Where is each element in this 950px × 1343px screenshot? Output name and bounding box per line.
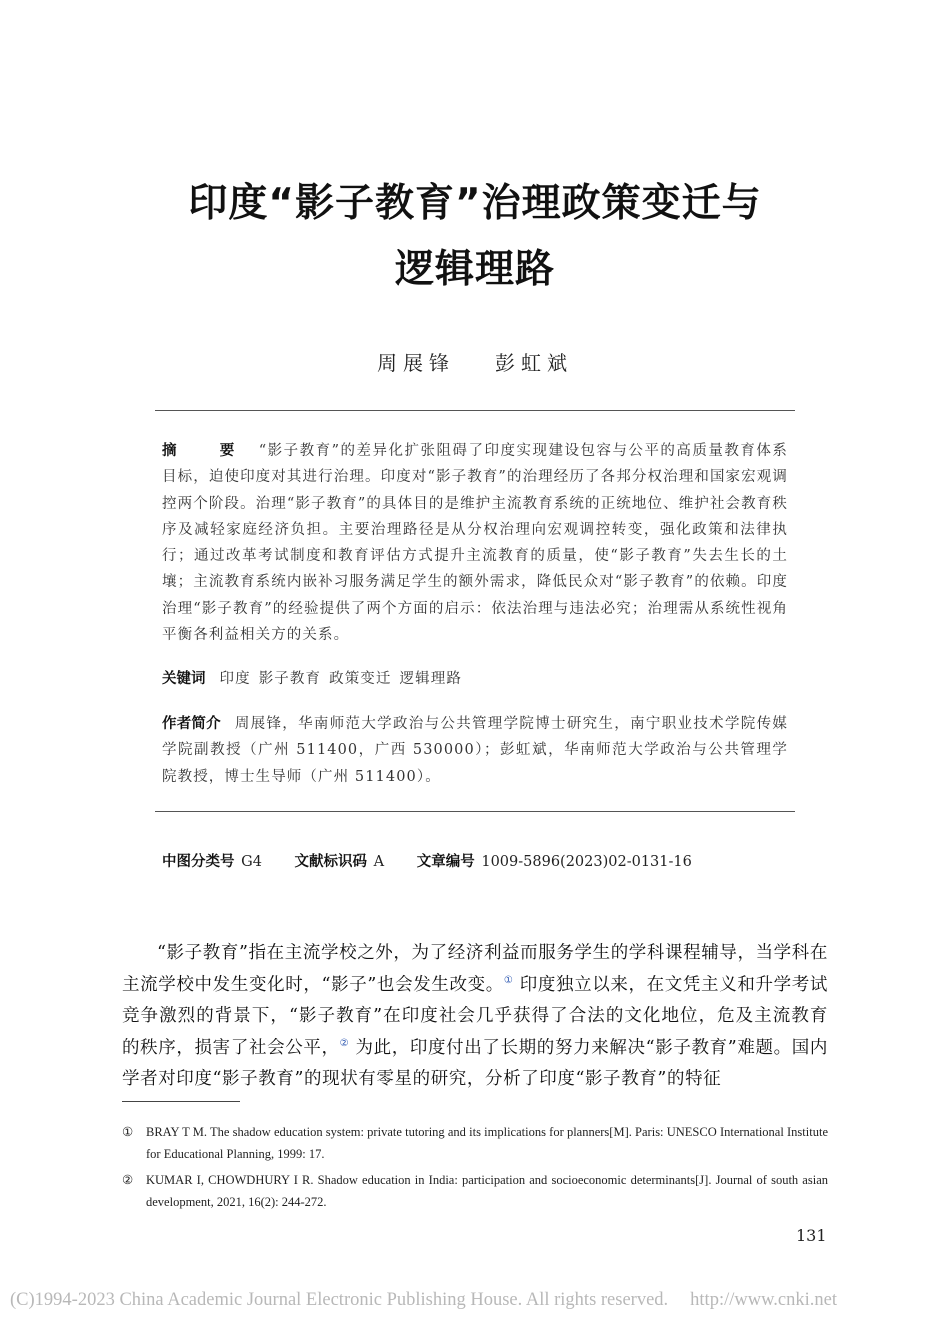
meta-divider xyxy=(155,811,795,812)
body-paragraph: “影子教育”指在主流学校之外，为了经济利益而服务学生的学科课程辅导，当学科在主流学校中发生变化时，“影子”也会发生改变。① 印度独立以来，在文凭主义和升学考试竞争激烈的背景下，“影子教育”在印度社会几乎获得了合法的文化地位，危及主流教育的秩序，损害了社会公平，② 为此，印度付出了长期的努力来解决“影子教育”难题。国内学者对印度“影子教育”的现状有零星的研究，分析了印度“影子教育”的特征 xyxy=(122,943,828,1089)
author-name: 周展锋 xyxy=(377,351,455,375)
keyword: 影子教育 xyxy=(258,671,322,687)
copyright-watermark xyxy=(10,1290,940,1311)
footnote-divider xyxy=(122,1101,240,1102)
footnote xyxy=(122,1169,828,1213)
footnote-text: BRAY T M. The shadow education system: private tutoring and its implications for planners[M]. Paris: UNESCO International Institute for Educational Planning, 1999: 17. xyxy=(146,1125,828,1161)
article-number-value: 1009-5896(2023)02-0131-16 xyxy=(481,854,692,870)
keyword: 政策变迁 xyxy=(329,671,392,687)
keywords-label: 关键词 xyxy=(162,671,206,687)
footnote-text: KUMAR I, CHOWDHURY I R. Shadow education in India: participation and socioeconomic determinants[J]. Journal of south asian development, 2021, 16(2): 244-272. xyxy=(146,1173,828,1209)
doc-code-value: A xyxy=(373,854,385,870)
author-bio-text: 周展锋，华南师范大学政治与公共管理学院博士研究生，南宁职业技术学院传媒学院副教授（广州 511400，广西 530000）；彭虹斌，华南师范大学政治与公共管理学院教授，博士生导师（广州 511400）。 xyxy=(162,716,788,785)
clc-label: 中图分类号 xyxy=(162,854,235,870)
keyword: 印度 xyxy=(219,671,251,687)
header-divider xyxy=(155,410,795,411)
keywords xyxy=(162,666,788,692)
abstract-text: “影子教育”的差异化扩张阻碍了印度实现建设包容与公平的高质量教育体系目标，迫使印度对其进行治理。印度对“影子教育”的治理经历了各邦分权治理和国家宏观调控两个阶段。治理“影子教育”的具体目的是维护主流教育系统的正统地位、维护社会教育秩序及减轻家庭经济负担。主要治理路径是从分权治理向宏观调控转变，强化政策和法律执行；通过改革考试制度和教育评估方式提升主流教育的质量，使“影子教育”失去生长的土壤；主流教育系统内嵌补习服务满足学生的额外需求，降低民众对“影子教育”的依赖。印度治理“影子教育”的经验提供了两个方面的启示：依法治理与违法必究；治理需从系统性视角平衡各利益相关方的关系。 xyxy=(162,443,789,644)
article-number-label: 文章编号 xyxy=(416,854,475,870)
watermark-url: http://www.cnki.net xyxy=(690,1290,837,1310)
author-bio xyxy=(162,711,788,790)
classification-line xyxy=(162,850,692,871)
footnote-mark: ② xyxy=(122,1173,134,1187)
abstract xyxy=(162,438,788,648)
footnote xyxy=(122,1121,828,1165)
article-title-line-1: 印度“影子教育”治理政策变迁与 xyxy=(188,181,762,226)
page-number: 131 xyxy=(796,1226,827,1245)
footnotes xyxy=(122,1121,828,1217)
clc-value: G4 xyxy=(241,854,262,870)
author-list xyxy=(0,347,950,376)
article-title-line-2: 逻辑理路 xyxy=(394,247,555,292)
author-bio-label: 作者简介 xyxy=(162,716,221,732)
doc-code-label: 文献标识码 xyxy=(294,854,368,870)
abstract-label: 摘 要 xyxy=(162,443,249,459)
author-name: 彭虹斌 xyxy=(495,351,573,375)
footnote-ref[interactable]: ① xyxy=(503,974,514,986)
footnote-mark: ① xyxy=(122,1125,134,1139)
footnote-ref[interactable]: ② xyxy=(339,1037,350,1049)
keyword: 逻辑理路 xyxy=(399,671,462,687)
copyright-text: (C)1994-2023 China Academic Journal Electronic Publishing House. All rights reserved. xyxy=(10,1290,669,1310)
